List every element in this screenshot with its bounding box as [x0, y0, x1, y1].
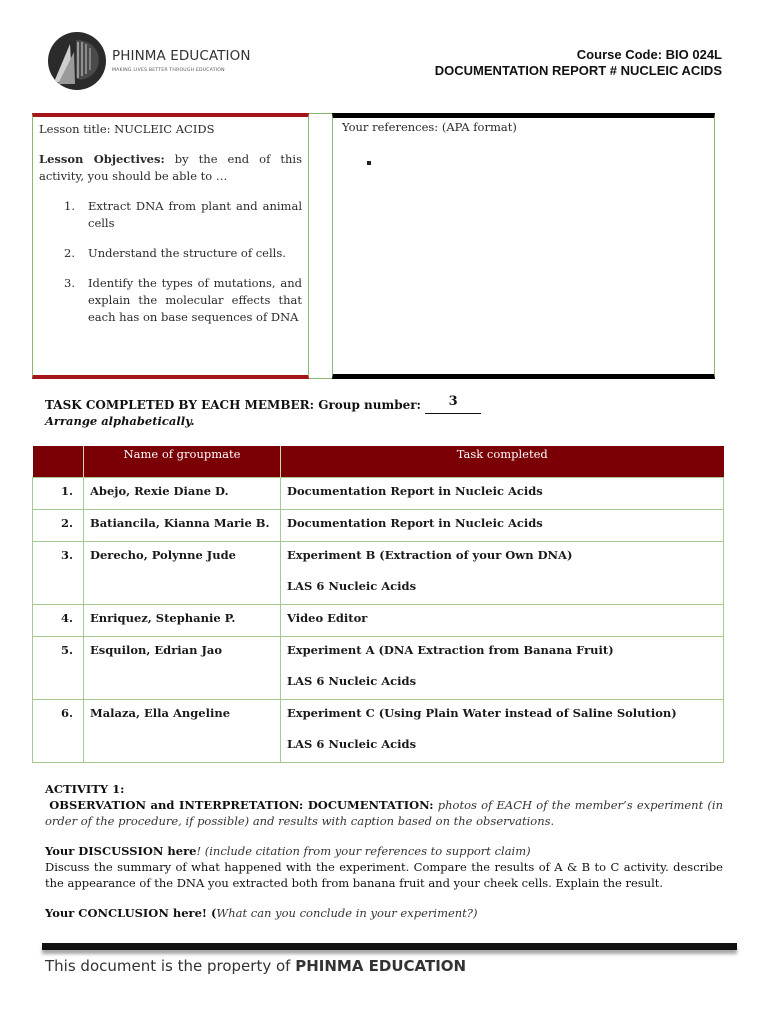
- activity-section: [45, 781, 723, 921]
- objectives-list: [39, 198, 302, 326]
- discussion-heading: [45, 843, 723, 859]
- task-heading: TASK COMPLETED BY EACH MEMBER: Group number: 3: [45, 398, 481, 414]
- observation-label: OBSERVATION and INTERPRETATION: DOCUMENTATION:: [49, 798, 434, 812]
- table-row: 1. Abejo, Rexie Diane D. Documentation Report in Nucleic Acids: [33, 477, 724, 509]
- lesson-box: [32, 113, 309, 379]
- phinma-logo: [48, 32, 251, 94]
- box-spacer: [309, 113, 332, 379]
- table-header-row: [33, 446, 724, 477]
- bullet-marker: [367, 161, 371, 165]
- conclusion-label: Your CONCLUSION here! (: [45, 906, 217, 920]
- observation-text: photos of EACH of the member’s experiment (in order of the procedure, if possible) and results with caption based on the observations.: [45, 798, 723, 828]
- header-task: Task completed: [281, 446, 724, 477]
- activity-label: ACTIVITY 1:: [45, 782, 125, 796]
- members-table: [32, 446, 724, 763]
- member-task: Experiment C (Using Plain Water instead of Saline Solution) LAS 6 Nucleic Acids: [281, 699, 724, 762]
- member-name: Enriquez, Stephanie P.: [84, 604, 281, 636]
- observation-paragraph: [45, 797, 723, 829]
- course-code: Course Code: BIO 024L: [576, 47, 722, 62]
- document-title: DOCUMENTATION REPORT # NUCLEIC ACIDS: [434, 63, 722, 78]
- objectives-intro: by the end of this activity, you should be able to …: [39, 152, 302, 183]
- discussion-hint: ! (include citation from your references to support claim): [196, 844, 531, 858]
- member-name: Derecho, Polynne Jude: [84, 541, 281, 604]
- header-num: [33, 446, 84, 477]
- objective-item: 1. Extract DNA from plant and animal cells: [64, 199, 302, 230]
- org-name: PHINMA EDUCATION: [112, 48, 251, 64]
- conclusion-hint: What can you conclude in your experiment?): [216, 906, 478, 920]
- objectives-label: Lesson Objectives:: [39, 152, 165, 166]
- member-name: Batiancila, Kianna Marie B.: [84, 509, 281, 541]
- objective-item: 2. Understand the structure of cells.: [64, 246, 286, 260]
- footer-owner: PHINMA EDUCATION: [295, 957, 467, 975]
- conclusion-heading: [45, 905, 723, 921]
- group-number-field[interactable]: 3: [425, 398, 481, 414]
- task-subheading: Arrange alphabetically.: [45, 414, 195, 428]
- member-task: Documentation Report in Nucleic Acids: [281, 509, 724, 541]
- references-label: Your references: (APA format): [342, 120, 517, 134]
- discussion-text: Discuss the summary of what happened with the experiment. Compare the results of A & B to C activity. describe the appearance of the DNA you extracted both from banana fruit and your cheek cells. Explain the result.: [45, 860, 723, 890]
- table-row: 4. Enriquez, Stephanie P. Video Editor: [33, 604, 724, 636]
- lesson-title: Lesson title: NUCLEIC ACIDS: [39, 122, 215, 136]
- member-name: Malaza, Ella Angeline: [84, 699, 281, 762]
- references-box[interactable]: [332, 113, 715, 379]
- member-name: Esquilon, Edrian Jao: [84, 636, 281, 699]
- org-tagline: MAKING LIVES BETTER THROUGH EDUCATION: [112, 68, 225, 73]
- member-task: Experiment B (Extraction of your Own DNA) LAS 6 Nucleic Acids: [281, 541, 724, 604]
- member-task: Documentation Report in Nucleic Acids: [281, 477, 724, 509]
- table-row: 2. Batiancila, Kianna Marie B. Documentation Report in Nucleic Acids: [33, 509, 724, 541]
- discussion-label: Your DISCUSSION here: [45, 844, 197, 858]
- member-name: Abejo, Rexie Diane D.: [84, 477, 281, 509]
- table-row: 6. Malaza, Ella Angeline Experiment C (Using Plain Water instead of Saline Solution) LAS 6 Nucleic Acids: [33, 699, 724, 762]
- member-task: Experiment A (DNA Extraction from Banana Fruit) LAS 6 Nucleic Acids: [281, 636, 724, 699]
- phinma-logo-icon: [48, 32, 106, 90]
- member-task: Video Editor: [281, 604, 724, 636]
- header-name: Name of groupmate: [84, 446, 281, 477]
- footer-text: This document is the property of PHINMA EDUCATION: [45, 957, 467, 975]
- table-row: 5. Esquilon, Edrian Jao Experiment A (DNA Extraction from Banana Fruit) LAS 6 Nucleic Acids: [33, 636, 724, 699]
- objective-item: 3. Identify the types of mutations, and explain the molecular effects that each has on base sequences of DNA: [64, 276, 302, 324]
- table-row: 3. Derecho, Polynne Jude Experiment B (Extraction of your Own DNA) LAS 6 Nucleic Acids: [33, 541, 724, 604]
- footer-divider: [42, 943, 737, 950]
- lesson-objectives: [39, 151, 302, 185]
